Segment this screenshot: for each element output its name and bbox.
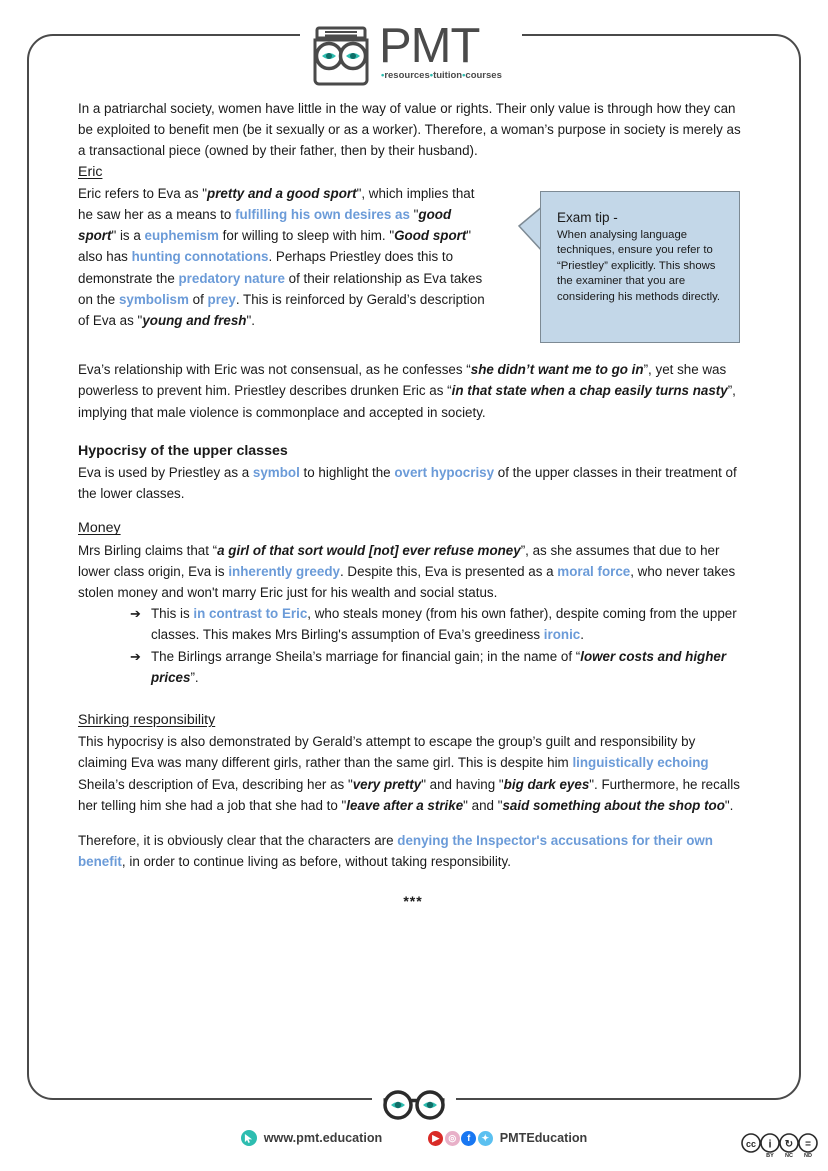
facebook-icon[interactable]: f [461,1131,476,1146]
creative-commons-by-nc-nd-badge[interactable] [739,1131,819,1159]
logo-tagline: •resources•tuition•courses [381,70,502,81]
glasses-icon [376,1090,452,1120]
eric-paragraph: Eric refers to Eva as "pretty and a good sport", which implies that he saw her as a means to fulfilling his own desires as "good sport" is a euphemism for willing to sleep with him. "Good sport" also has hunting connotations. Perhaps Priestley does this to demonstrate the predatory nature of their relationship as Eva takes on the symbolism of prey. This is reinforced by Gerald’s description of Eva as "young and fresh". [78,185,485,329]
arrow-bullet-icon: ➔ [130,606,141,622]
social-handle-label: PMTEducation [499,1131,588,1145]
twitter-icon[interactable]: ✦ [478,1131,493,1146]
social-links[interactable] [428,1131,587,1146]
pmt-logo [305,19,520,94]
conclusion-paragraph: Therefore, it is obviously clear that the characters are denying the Inspector's accusations for their own benefit, in order to continue living as before, without taking responsibility. [78,833,713,870]
svg-text:ND: ND [804,1153,812,1159]
list-item: ➔ This is in contrast to Eric, who steals money (from his own father), despite coming from the upper classes. This makes Mrs Birling's assumption of Eva’s greediness ironic. [130,603,748,645]
shirking-paragraph: This hypocrisy is also demonstrated by Gerald’s attempt to escape the group’s guilt and responsibility by claiming Eva was many different girls, rather than the same girl. This is despite him linguistically echoing Sheila’s description of Eva, describing her as "very pretty" and having "big dark eyes". Furthermore, he recalls her telling him she had a job that she had to "leave after a strike" and "said something about the shop too". [78,734,740,813]
section-heading-hypocrisy: Hypocrisy of the upper classes [78,442,288,459]
svg-text:BY: BY [766,1153,774,1159]
section-heading-eric: Eric [78,163,103,180]
logo-wordmark: PMT [379,19,480,73]
website-label: www.pmt.education [263,1131,383,1145]
footer [0,1130,828,1146]
callout-title: Exam tip - [557,210,618,225]
youtube-icon[interactable]: ▶ [428,1131,443,1146]
svg-text:i: i [768,1138,772,1151]
book-with-glasses-icon [305,22,377,97]
website-link[interactable] [241,1130,382,1146]
cursor-icon [241,1130,257,1146]
svg-text:↻: ↻ [784,1139,794,1150]
end-of-section-marker: *** [403,892,423,909]
section-heading-money: Money [78,520,121,537]
exam-tip-callout [540,191,740,343]
instagram-icon[interactable]: ◎ [445,1131,460,1146]
svg-text:=: = [805,1139,811,1150]
svg-text:cc: cc [745,1139,757,1149]
hypocrisy-paragraph: Eva is used by Priestley as a symbol to highlight the overt hypocrisy of the upper classes in their treatment of the lower classes. [78,465,737,502]
section-heading-shirking: Shirking responsibility [78,712,216,729]
money-paragraph: Mrs Birling claims that “a girl of that sort would [not] ever refuse money”, as she assumes that due to her lower class origin, Eva is inherently greedy. Despite this, Eva is presented as a moral force, who never takes stolen money and won't marry Eric just for his wealth and social status. [78,542,736,601]
money-bullet-list [78,603,748,688]
eric-second-paragraph: Eva’s relationship with Eric was not consensual, as he confesses “she didn’t want me to go in”, yet she was powerless to prevent him. Priestley describes drunken Eric as “in that state when a chap easily turns nasty”, implying that male violence is commonplace and accepted in society. [78,362,736,420]
intro-paragraph: In a patriarchal society, women have little in the way of value or rights. Their only value is through how they can be exploited to benefit men (be it sexually or as a worker). Therefore, a woman’s purpose in society is merely as a transactional piece (owned by their father, then by their husband). [78,101,741,159]
list-item: ➔ The Birlings arrange Sheila’s marriage for financial gain; in the name of “lower costs and higher prices”. [130,646,748,688]
callout-body: When analysing language techniques, ensure you refer to “Priestley” explicitly. This shows the examiner that you are considering his methods directly. [557,229,721,303]
svg-text:NC: NC [785,1153,793,1159]
arrow-bullet-icon: ➔ [130,648,141,664]
